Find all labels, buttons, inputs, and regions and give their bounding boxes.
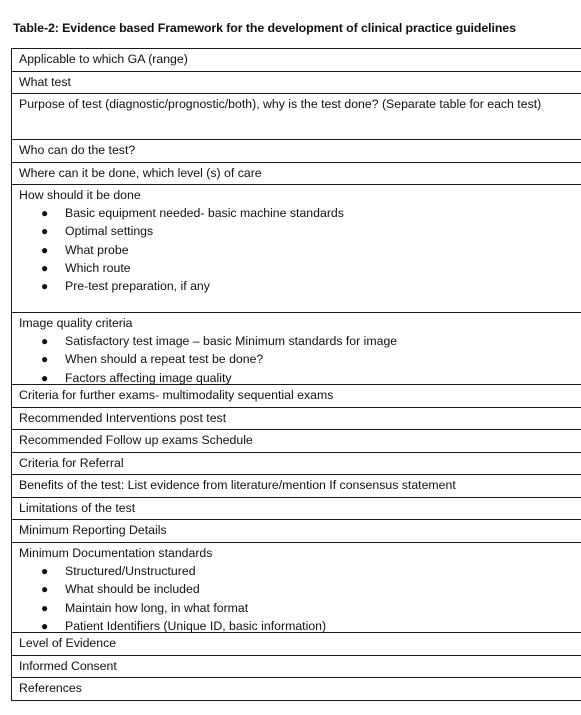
bullet-icon: ● <box>41 224 49 239</box>
list-item <box>19 259 581 277</box>
list-item-text: Basic equipment needed- basic machine standards <box>65 206 344 220</box>
row-label: Recommended Follow up exams Schedule <box>19 433 253 447</box>
list-item <box>19 204 581 222</box>
list-item <box>19 350 581 368</box>
row-label: Criteria for further exams- multimodality sequential exams <box>19 388 334 402</box>
list-item <box>19 332 581 350</box>
list-item <box>19 369 581 385</box>
table-row <box>12 49 581 72</box>
framework-table <box>11 48 581 701</box>
table-row <box>12 543 581 633</box>
list-item-text: Structured/Unstructured <box>65 564 196 578</box>
bullet-icon: ● <box>41 260 49 275</box>
bullet-icon: ● <box>41 206 49 220</box>
table-row <box>12 408 581 430</box>
row-label: How should it be done <box>19 188 141 202</box>
table-row <box>12 678 581 701</box>
table-row <box>12 520 581 543</box>
row-label: Informed Consent <box>19 659 117 673</box>
list-item <box>19 580 581 598</box>
list-item-text: Patient Identifiers (Unique ID, basic information) <box>65 618 327 633</box>
row-label: References <box>19 681 82 695</box>
table-row <box>12 94 581 140</box>
row-label: Purpose of test (diagnostic/prognostic/both), why is the test done? (Separate table for each test) <box>19 97 542 111</box>
table-row <box>12 633 581 656</box>
bullet-icon: ● <box>41 279 49 294</box>
bullet-list <box>19 562 581 633</box>
list-item-text: What probe <box>65 242 129 257</box>
table-row <box>12 453 581 475</box>
bullet-icon: ● <box>41 352 49 367</box>
table-row <box>12 313 581 385</box>
list-item-text: Optimal settings <box>65 224 154 239</box>
table-row <box>12 498 581 520</box>
row-label: Image quality criteria <box>19 316 133 330</box>
table-row <box>12 140 581 163</box>
bullet-icon: ● <box>41 370 49 385</box>
bullet-icon: ● <box>41 564 49 578</box>
list-item-text: Maintain how long, in what format <box>65 600 249 615</box>
bullet-icon: ● <box>41 582 49 597</box>
row-label: Benefits of the test: List evidence from literature/mention If consensus statement <box>19 478 456 492</box>
row-label: What test <box>19 75 71 89</box>
list-item <box>19 241 581 259</box>
bullet-icon: ● <box>41 618 49 633</box>
table-row <box>12 475 581 498</box>
row-label: Level of Evidence <box>19 636 117 650</box>
row-label: Minimum Reporting Details <box>19 523 167 537</box>
bullet-icon: ● <box>41 334 49 348</box>
row-label: Applicable to which GA (range) <box>19 52 188 66</box>
list-item-text: Pre-test preparation, if any <box>65 279 210 294</box>
list-item-text: Satisfactory test image – basic Minimum standards for image <box>65 334 398 348</box>
table-row <box>12 185 581 313</box>
table-row <box>12 72 581 94</box>
list-item <box>19 277 581 295</box>
row-label: Recommended Interventions post test <box>19 411 227 425</box>
table-row <box>12 163 581 185</box>
row-label: Minimum Documentation standards <box>19 546 213 560</box>
row-label: Criteria for Referral <box>19 456 124 470</box>
table-row <box>12 385 581 408</box>
bullet-list <box>19 204 581 295</box>
bullet-list <box>19 332 581 385</box>
row-label: Where can it be done, which level (s) of care <box>19 166 262 180</box>
bullet-icon: ● <box>41 242 49 257</box>
list-item <box>19 599 581 617</box>
row-label: Who can do the test? <box>19 143 136 157</box>
list-item-text: Which route <box>65 260 131 275</box>
table-row <box>12 656 581 678</box>
list-item-text: Factors affecting image quality <box>65 370 232 385</box>
row-label: Limitations of the test <box>19 501 136 515</box>
bullet-icon: ● <box>41 600 49 615</box>
list-item-text: What should be included <box>65 582 200 597</box>
table-row <box>12 430 581 453</box>
list-item <box>19 617 581 633</box>
list-item <box>19 562 581 580</box>
list-item-text: When should a repeat test be done? <box>65 352 264 367</box>
table-title: Table-2: Evidence based Framework for the development of clinical practice guidelines <box>13 21 516 35</box>
list-item <box>19 222 581 240</box>
